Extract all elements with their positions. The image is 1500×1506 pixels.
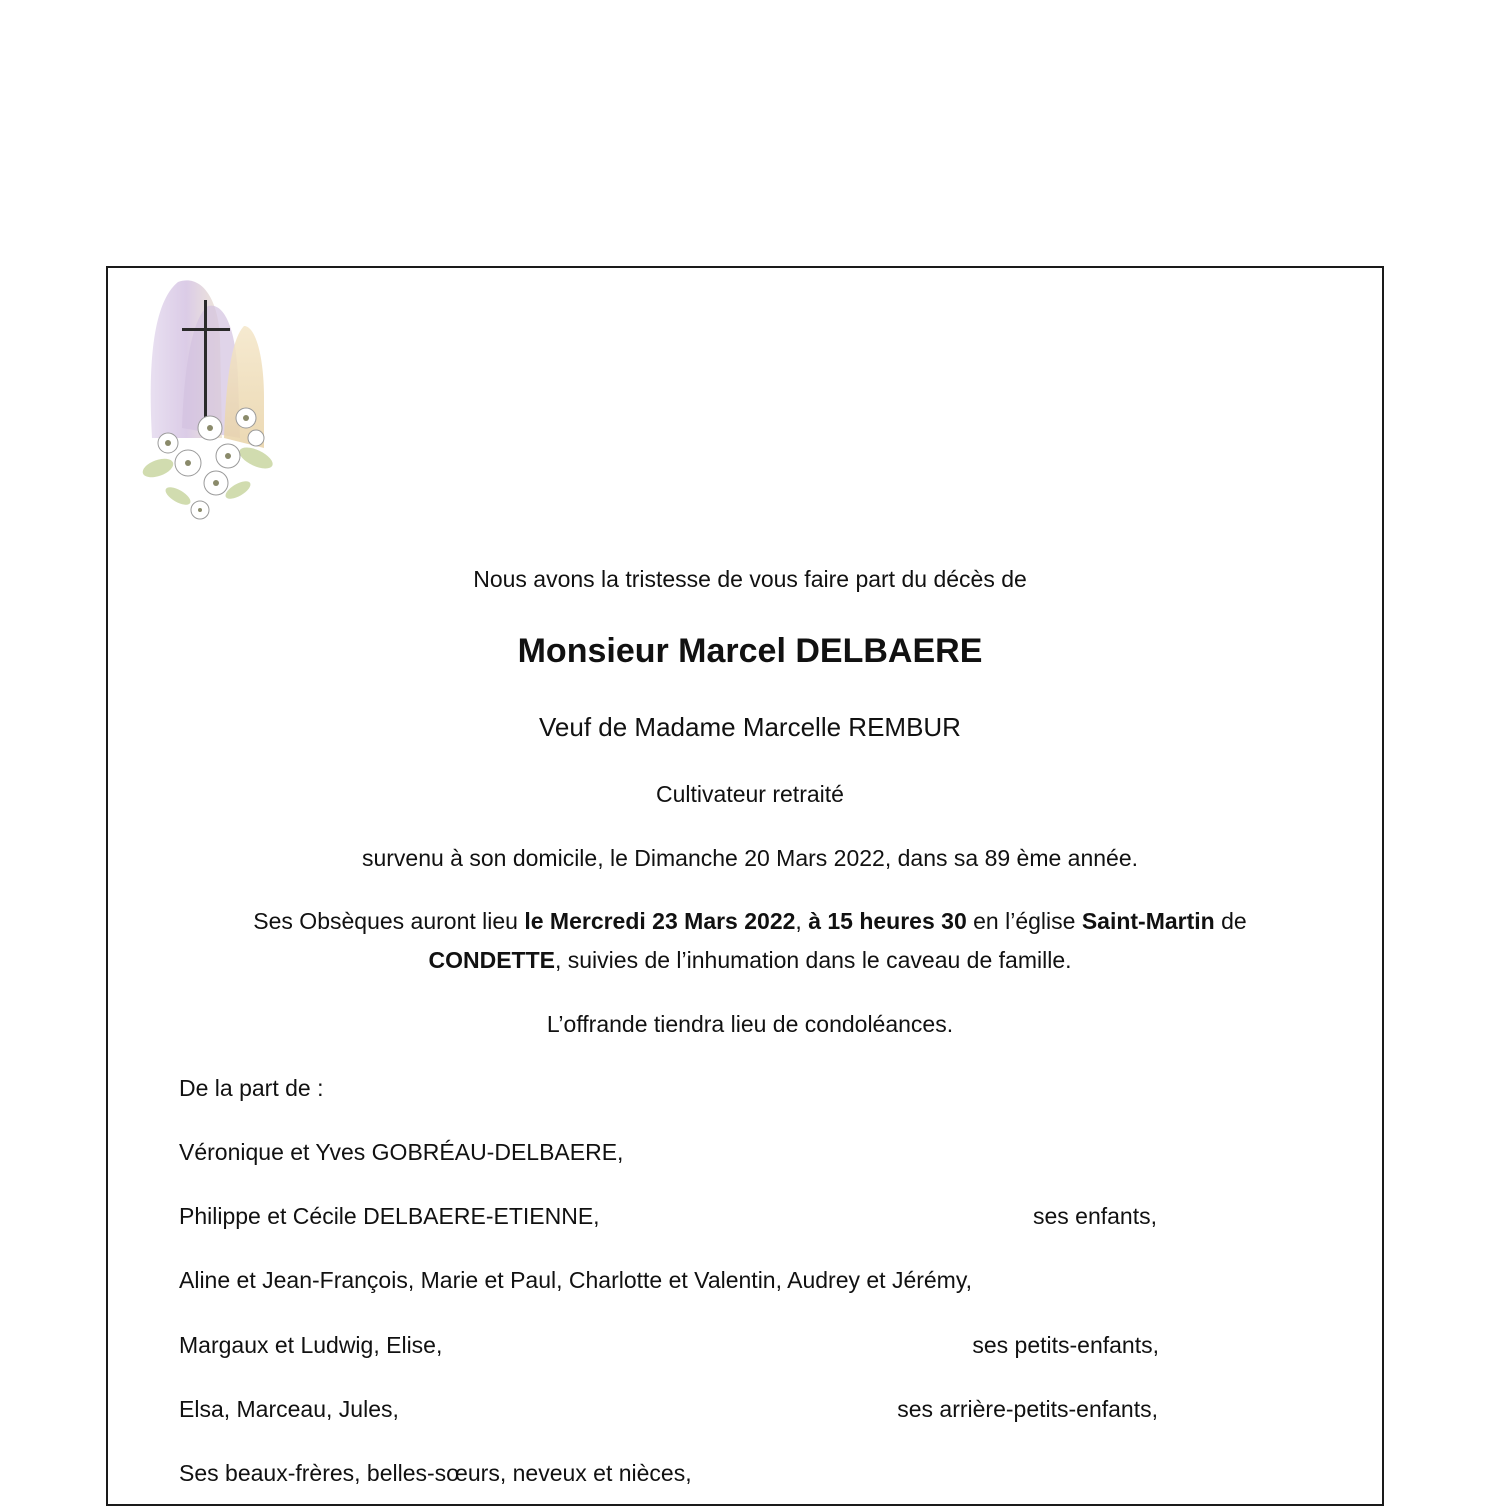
deceased-name: Monsieur Marcel DELBAERE <box>517 632 983 670</box>
death-details: survenu à son domicile, le Dimanche 20 Mars 2022, dans sa 89 ème année. <box>361 845 1139 871</box>
funeral-town: CONDETTE <box>428 947 555 973</box>
offering-text: L’offrande tiendra lieu de condoléances. <box>546 1011 954 1037</box>
funeral-date: le Mercredi 23 Mars 2022 <box>524 908 796 934</box>
family-names: Ses beaux-frères, belles-sœurs, neveux et nièces, <box>179 1460 692 1486</box>
funeral-details-line-2 <box>106 947 1394 974</box>
funeral-text: de <box>1214 908 1247 934</box>
cross-with-flowers-icon <box>138 278 278 528</box>
family-relation: ses enfants, <box>1032 1203 1157 1229</box>
family-names: Aline et Jean-François, Marie et Paul, Charlotte et Valentin, Audrey et Jérémy, <box>179 1267 973 1293</box>
funeral-time: à 15 heures 30 <box>808 908 967 934</box>
widow-text: Veuf de Madame Marcelle REMBUR <box>539 712 961 742</box>
intro-text: Nous avons la tristesse de vous faire part du décès de <box>473 566 1027 592</box>
funeral-text: , suivies de l’inhumation dans le caveau de famille. <box>554 947 1072 973</box>
family-names: Véronique et Yves GOBRÉAU-DELBAERE, <box>179 1139 624 1165</box>
funeral-text: Ses Obsèques auront lieu <box>253 908 525 934</box>
funeral-details-line-1 <box>106 908 1394 935</box>
profession-text: Cultivateur retraité <box>656 781 844 807</box>
family-names: Philippe et Cécile DELBAERE-ETIENNE, <box>179 1203 600 1229</box>
family-relation: ses petits-enfants, <box>972 1332 1159 1358</box>
announcement-border <box>106 266 1384 1506</box>
family-names: Elsa, Marceau, Jules, <box>179 1396 399 1422</box>
funeral-church: Saint-Martin <box>1081 908 1215 934</box>
family-relation: ses arrière-petits-enfants, <box>897 1396 1158 1422</box>
funeral-text: , <box>795 908 809 934</box>
family-heading: De la part de : <box>179 1075 324 1101</box>
funeral-text: en l’église <box>966 908 1082 934</box>
family-names: Margaux et Ludwig, Elise, <box>179 1332 443 1358</box>
